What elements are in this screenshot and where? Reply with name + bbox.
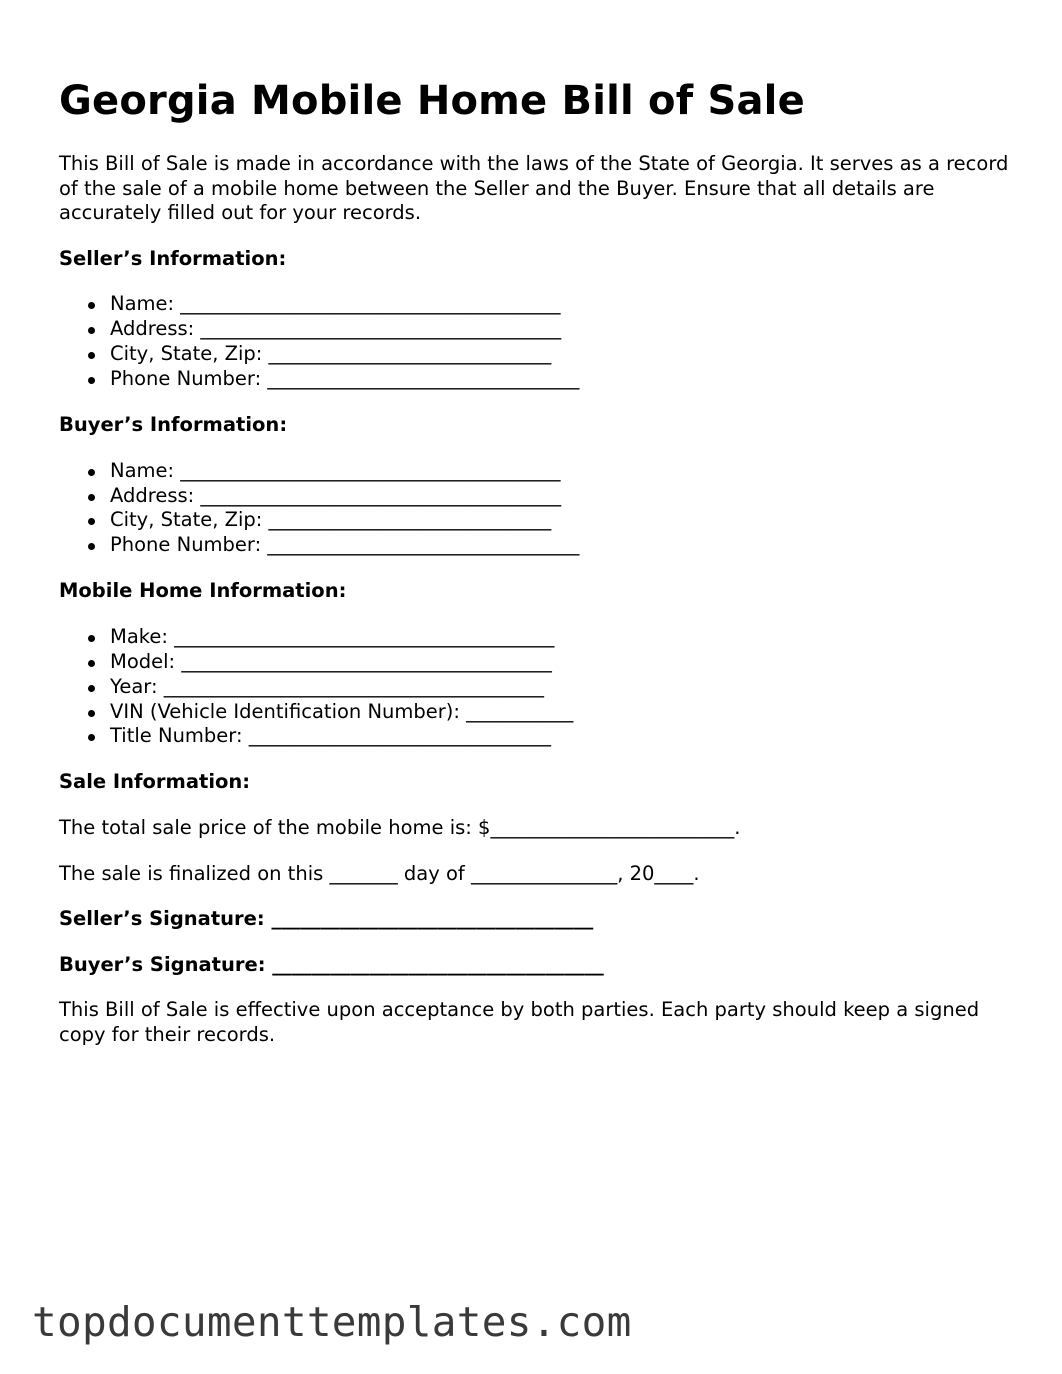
buyer-city-state-zip-field[interactable]: City, State, Zip: _____________________________ [110, 508, 1019, 533]
vin-field[interactable]: VIN (Vehicle Identification Number): ___________ [110, 700, 1019, 725]
buyer-signature-line[interactable]: Buyer’s Signature: __________________________________ [59, 952, 604, 976]
seller-list [59, 292, 1019, 392]
mobile-home-list [59, 625, 1019, 750]
buyer-list [59, 459, 1019, 559]
mobile-home-heading: Mobile Home Information: [59, 579, 347, 603]
model-field[interactable]: Model: ______________________________________ [110, 650, 1019, 675]
year-field[interactable]: Year: _______________________________________ [110, 675, 1019, 700]
buyer-phone-field[interactable]: Phone Number: ________________________________ [110, 533, 1019, 558]
seller-address-field[interactable]: Address: _____________________________________ [110, 317, 1019, 342]
document-page [59, 72, 1019, 1048]
sale-date-line[interactable]: The sale is finalized on this _______ day of _______________, 20____. [59, 861, 700, 885]
sale-heading: Sale Information: [59, 770, 251, 794]
make-field[interactable]: Make: _______________________________________ [110, 625, 1019, 650]
closing-paragraph: This Bill of Sale is effective upon acceptance by both parties. Each party should keep a signed copy for their records. [59, 998, 980, 1046]
seller-phone-field[interactable]: Phone Number: ________________________________ [110, 367, 1019, 392]
seller-heading: Seller’s Information: [59, 246, 287, 270]
title-number-field[interactable]: Title Number: _______________________________ [110, 724, 1019, 749]
intro-paragraph: This Bill of Sale is made in accordance with the laws of the State of Georgia. It serves as a record of the sale of a mobile home between the Seller and the Buyer. Ensure that all details are accurately filled out for your records. [59, 152, 1009, 225]
document-title: Georgia Mobile Home Bill of Sale [59, 78, 805, 124]
sale-price-line[interactable]: The total sale price of the mobile home is: $_________________________. [59, 815, 741, 839]
buyer-heading: Buyer’s Information: [59, 413, 288, 436]
buyer-name-field[interactable]: Name: _______________________________________ [110, 459, 1019, 484]
seller-signature-line[interactable]: Seller’s Signature: _________________________________ [59, 907, 594, 931]
seller-city-state-zip-field[interactable]: City, State, Zip: _____________________________ [110, 342, 1019, 367]
buyer-address-field[interactable]: Address: _____________________________________ [110, 484, 1019, 509]
watermark-text: topdocumenttemplates.com [32, 1298, 632, 1346]
seller-name-field[interactable]: Name: _______________________________________ [110, 292, 1019, 317]
